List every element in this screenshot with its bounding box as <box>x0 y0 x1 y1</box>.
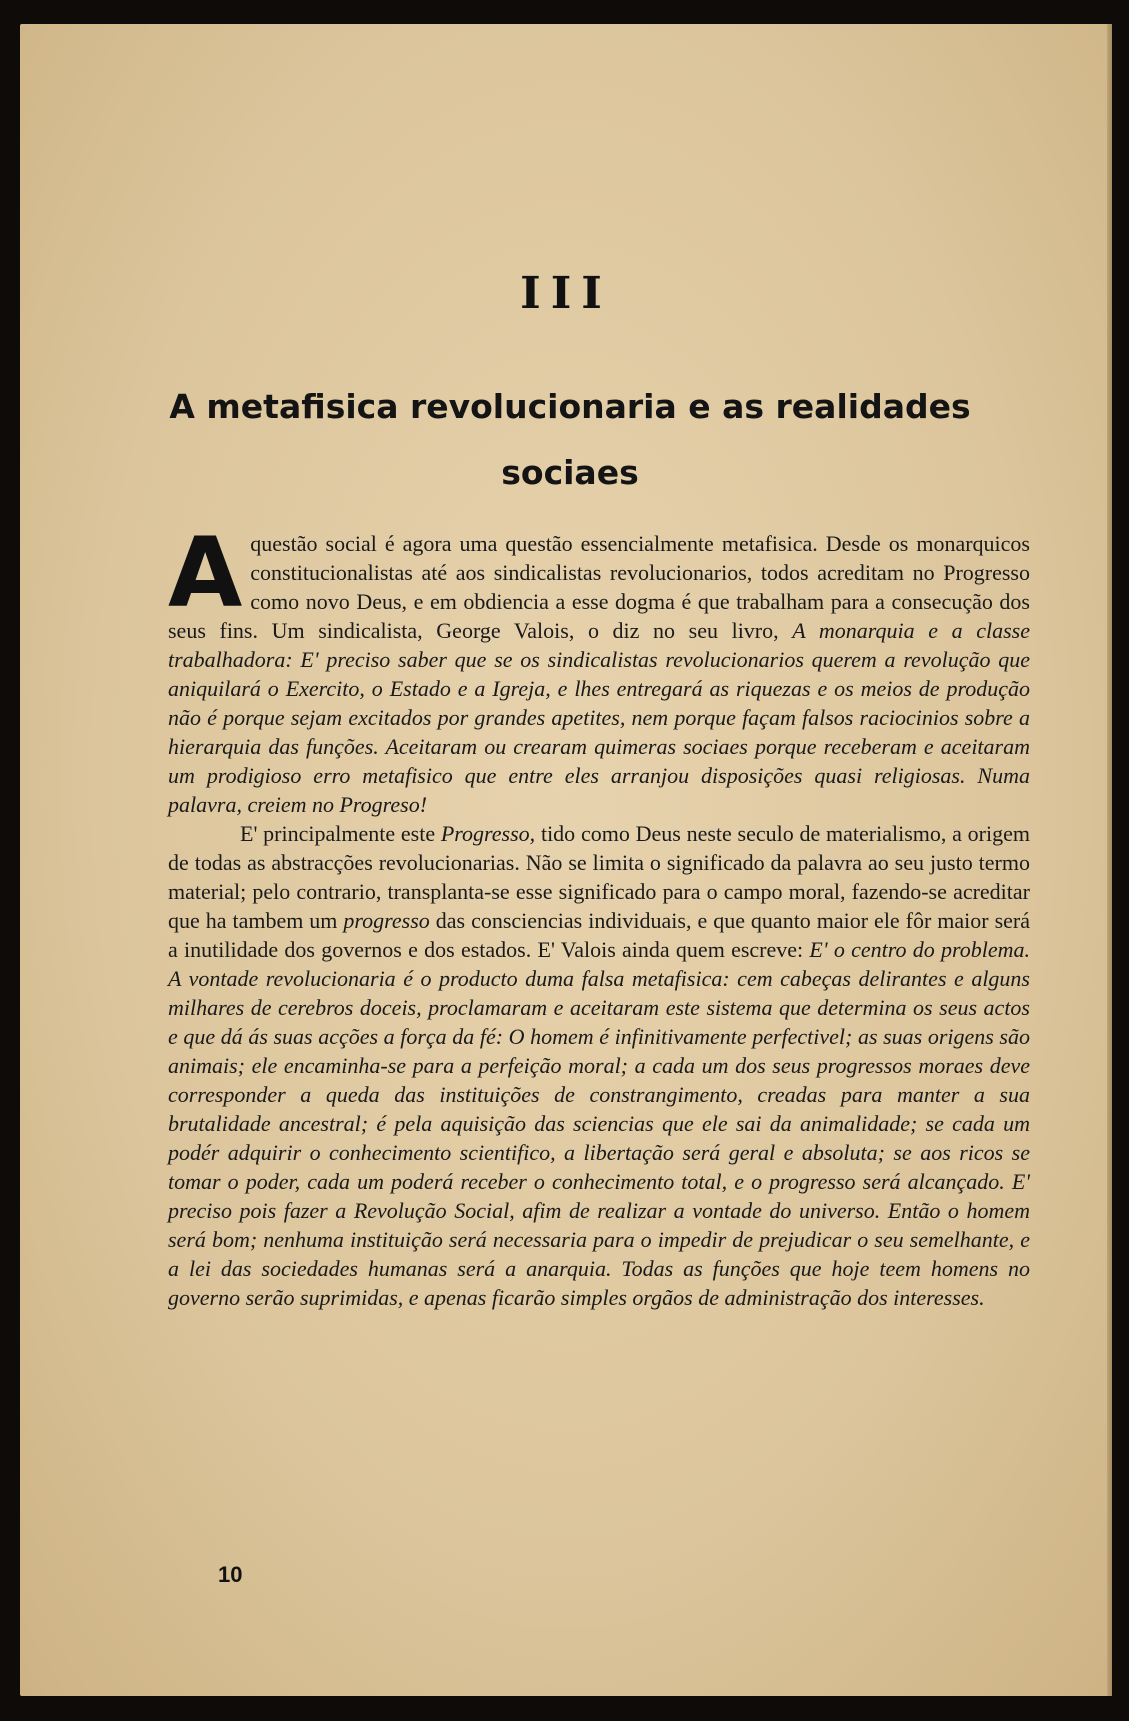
paragraph-2-segment: das consciencias individuais, e que quanto maior ele fôr maior será a inutilidade dos governos e dos estados. E' Valois ainda quem escreve: <box>168 908 1030 962</box>
paragraph-2-segment: E' principalmente este <box>240 821 441 846</box>
paragraph-2 <box>168 819 1030 1312</box>
chapter-number: III <box>520 268 612 319</box>
drop-cap: A <box>168 517 243 629</box>
paragraph-2-segment: tido como Deus neste seculo de materialismo, a origem de todas as abstracções revolucionarias. Não se limita o significado da palavra ao seu justo termo material; pelo contrario, transplanta-se esse significado para o campo moral, fazendo-se acreditar que ha tambem um <box>168 821 1030 933</box>
page-number: 10 <box>218 1562 243 1587</box>
paragraph-2-quote: E' o centro do problema. A vontade revolucionaria é o producto duma falsa metafisica: cem cabeças delirantes e alguns milhares de cerebros doceis, proclamaram e aceitaram este sistema que determina os seus actos e que dá ás suas acções a força da fé: O homem é infinitivamente perfectivel; as suas origens são animais; ele encaminha-se para a perfeição moral; a cada um dos seus progressos moraes deve corresponder a queda das instituições de constrangimento, creadas para manter a sua brutalidade ancestral; é pela aquisição das sciencias que ele sai da animalidade; se cada um podér adquirir o conhecimento scientifico, a libertação será geral e absoluta; se aos ricos se tomar o poder, cada um poderá receber o conhecimento total, e o progresso será alcançado. E' preciso pois fazer a Revolução Social, afim de realizar a vontade do universo. Então o homem será bom; nenhuma instituição será necessaria para o impedir de prejudicar o seu semelhante, e a lei das sociedades humanas será a anarquia. Todas as funções que hoje teem homens no governo serão suprimidas, e apenas ficarão simples orgãos de administração dos interesses. <box>168 937 1030 1310</box>
paragraph-2-emphasis: progresso <box>343 908 430 933</box>
paragraph-1-segment: questão social é agora uma questão essencialmente metafisica. Desde os monarquicos constitucionalistas até aos sindicalistas revolucionarios, todos acreditam no Progresso como novo Deus, e em obdiencia a esse dogma é que trabalham para a consecução dos seus fins. Um sindicalista, George Valois, o diz no seu livro, <box>168 531 1030 643</box>
paragraph-1-quote: A monarquia e a classe trabalhadora: E' preciso saber que se os sindicalistas revolucionarios querem a revolução que aniquilará o Exercito, o Estado e a Igreja, e lhes entregará as riquezas e os meios de produção não é porque sejam excitados por grandes apetites, nem porque façam falsos raciocinios sobre a hierarquia das funções. Aceitaram ou crearam quimeras sociaes porque receberam e aceitaram um prodigioso erro metafisico que entre eles arranjou disposições quasi religiosas. Numa palavra, creiem no Progreso! <box>168 618 1030 817</box>
chapter-title: A metafisica revolucionaria e as realidades sociaes <box>169 387 971 492</box>
paragraph-2-emphasis: Progresso, <box>440 821 536 846</box>
body-text <box>168 517 1030 1312</box>
paragraph-1 <box>168 517 1030 819</box>
book-page <box>20 24 1112 1696</box>
